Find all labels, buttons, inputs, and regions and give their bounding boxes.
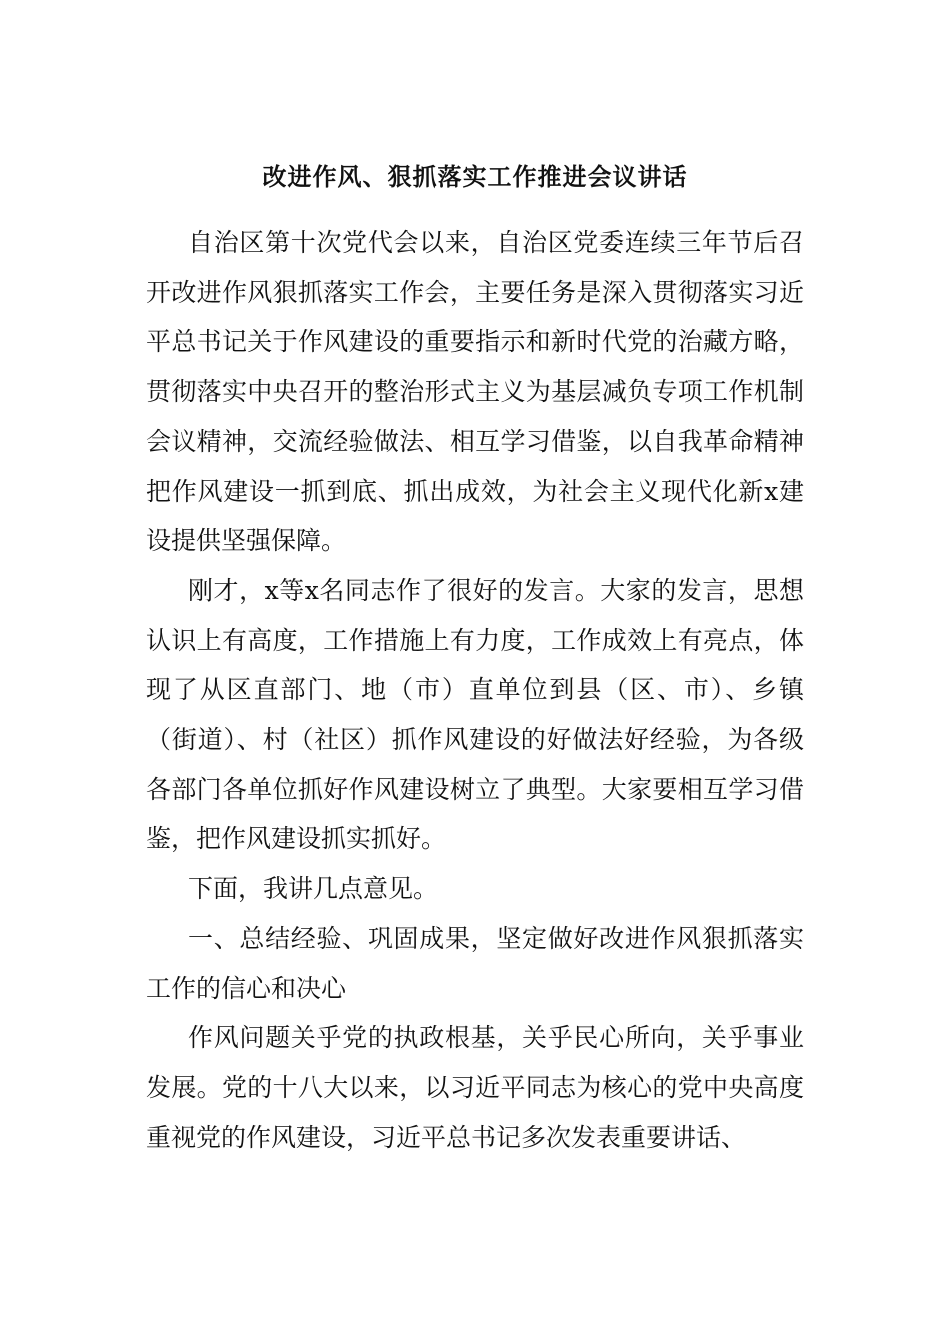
- paragraph-transition: 下面，我讲几点意见。: [188, 874, 439, 904]
- paragraph-section-1: 作风问题关乎党的执政根基，关乎民心所向，关乎事业发展。党的十八大以来，以习近平同志为核心的党中央高度重视党的作风建设，习近平总书记多次发表重要讲话、: [146, 1023, 804, 1152]
- paragraph-speeches: 刚才，x等x名同志作了很好的发言。大家的发言，思想认识上有高度，工作措施上有力度，工作成效上有亮点，体现了从区直部门、地（市）直单位到县（区、市）、乡镇（街道）、村（社区）抓作风建设的好做法好经验，为各级各部门各单位抓好作风建设树立了典型。大家要相互学习借鉴，把作风建设抓实抓好。: [146, 575, 804, 854]
- paragraph-intro: 自治区第十次党代会以来，自治区党委连续三年节后召开改进作风狠抓落实工作会，主要任务是深入贯彻落实习近平总书记关于作风建设的重要指示和新时代党的治藏方略，贯彻落实中央召开的整治形式主义为基层减负专项工作机制会议精神，交流经验做法、相互学习借鉴，以自我革命精神把作风建设一抓到底、抓出成效，为社会主义现代化新x建设提供坚强保障。: [146, 228, 804, 556]
- section-heading-1: 一、总结经验、巩固成果，坚定做好改进作风狠抓落实工作的信心和决心: [146, 923, 804, 1003]
- document-title: 改进作风、狠抓落实工作推进会议讲话: [262, 162, 688, 191]
- document-body: [146, 218, 804, 1162]
